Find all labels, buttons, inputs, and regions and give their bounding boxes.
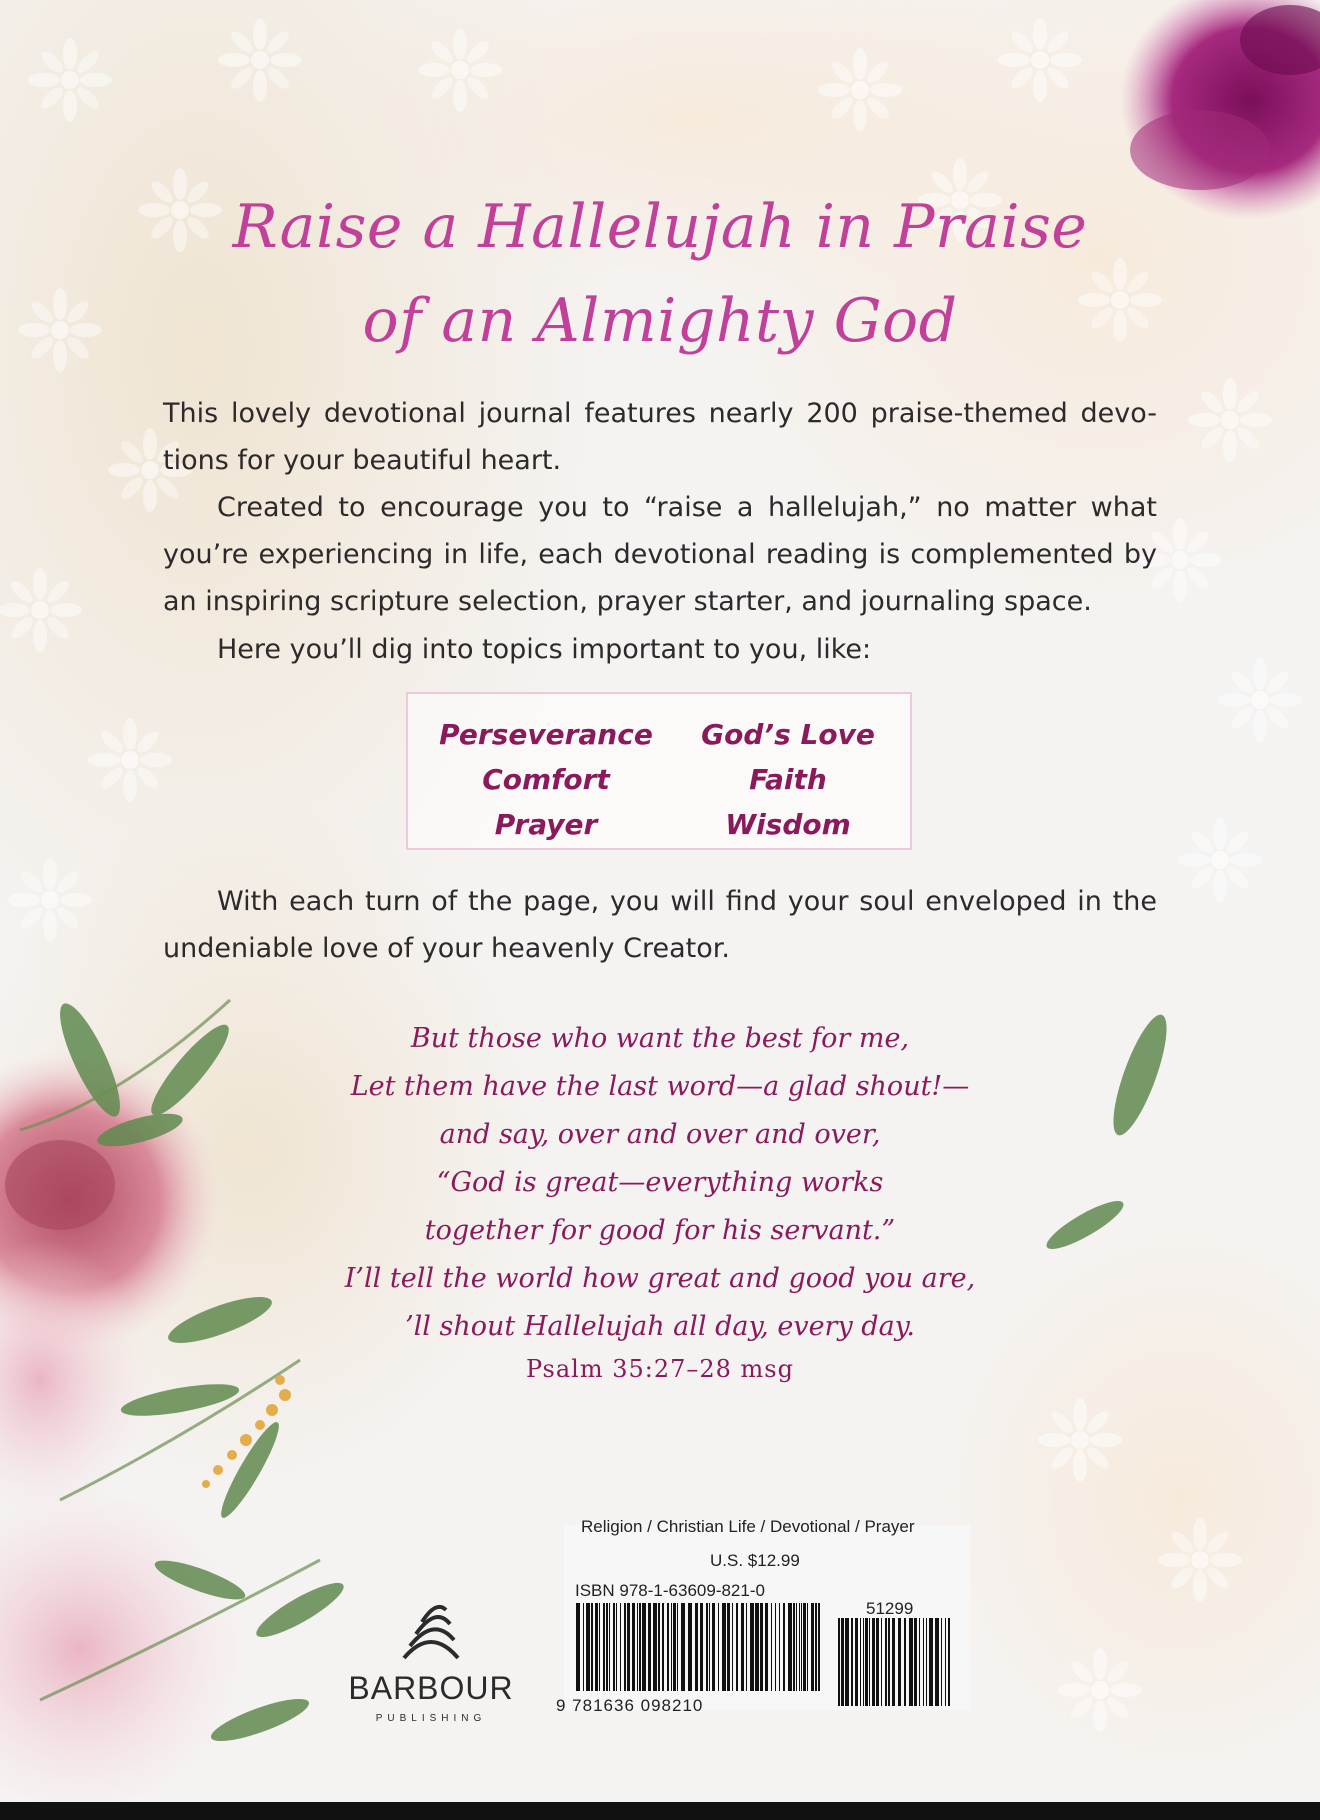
verse-line: “God is great—everything works [436,1167,884,1198]
barcode-bar [863,1618,864,1706]
closing-line: With each turn of the page, you will find your soul enveloped in the [217,886,1157,917]
purpose-line: an inspiring scripture selection, prayer starter, and journaling space. [163,586,1092,617]
barcode-bar [662,1603,664,1691]
barcode-bar [599,1603,600,1691]
topics-box [406,692,912,850]
barcode-bar [914,1618,917,1706]
barcode-bar [673,1603,676,1691]
closing-paragraph [163,878,1157,972]
barcode-bar [803,1603,806,1691]
barcode-bar [945,1618,946,1706]
barcode-bar [919,1618,920,1706]
verse-line: and say, over and over and over, [439,1119,881,1150]
publisher-logo-icon [396,1596,466,1664]
barcode-bar [712,1603,715,1691]
barcode-bar [799,1603,800,1691]
barcode-bar [746,1603,747,1691]
purpose-line: you’re experiencing in life, each devotional reading is complemented by [163,539,1157,570]
purpose-paragraph [163,484,1157,625]
barcode-bar [815,1603,817,1691]
barcode-bar [624,1603,626,1691]
barcode-bar [941,1618,942,1706]
intro-line: tions for your beautiful heart. [163,445,562,476]
topic-item: Prayer [494,808,598,841]
barcode-bar [727,1603,730,1691]
scripture-citation: Psalm 35:27–28 msg [526,1355,794,1383]
topics-intro: Here you’ll dig into topics important to you, like: [217,634,872,665]
topic-item: Perseverance [439,718,653,751]
barcode-bar [700,1603,703,1691]
barcode-bar [653,1603,657,1691]
barcode-bar [606,1603,608,1691]
barcode-bar [923,1618,924,1706]
book-price: U.S. $12.99 [710,1551,800,1570]
barcode-bar [811,1603,814,1691]
barcode-bar [722,1603,726,1691]
barcode-bar [591,1603,593,1691]
barcode-bar [841,1618,844,1706]
barcode-bar [627,1603,630,1691]
barcode-bar [681,1603,685,1691]
barcode-bar [892,1618,895,1706]
price-code: 51299 [866,1599,914,1618]
price-barcode [836,1618,954,1708]
barcode-bar [838,1618,840,1706]
intro-paragraph [163,390,1157,484]
barcode-bar [609,1603,610,1691]
publisher-name: BARBOUR [348,1670,514,1706]
barcode-bar [885,1618,887,1706]
barcode-bar [639,1603,641,1691]
scripture-verse [300,1015,1020,1351]
verse-line: ’ll shout Hallelujah all day, every day. [405,1311,915,1342]
barcode-bar [865,1618,868,1706]
barcode-bar [845,1618,849,1706]
barcode-bar [788,1603,792,1691]
barcode-bar [667,1603,669,1691]
barcode-bar [926,1618,927,1706]
barcode-bar [695,1603,698,1691]
barcode-bar [793,1603,795,1691]
purpose-line: Created to encourage you to “raise a hallelujah,” no matter what [217,492,1157,523]
topic-item: Wisdom [725,808,851,841]
barcode-bar [648,1603,651,1691]
intro-line: This lovely devotional journal features nearly 200 praise-themed devo- [163,398,1157,429]
barcode-bar [876,1618,879,1706]
barcode-bar [801,1603,802,1691]
barcode-bar [872,1618,875,1706]
barcode-bar [613,1603,615,1691]
barcode-bar [909,1618,913,1706]
barcode-bar [898,1618,901,1706]
barcode-bar [709,1603,710,1691]
isbn-barcode [574,1603,824,1693]
headline-line-2: of an Almighty God [362,286,958,356]
barcode-bar [935,1618,939,1706]
barcode-bar [750,1603,754,1691]
barcode-bar [818,1603,820,1691]
barcode-bar [732,1603,733,1691]
verse-line: I’ll tell the world how great and good you are, [344,1263,976,1294]
barcode-bar [616,1603,617,1691]
barcode-bar [688,1603,692,1691]
barcode-bar [595,1603,598,1691]
barcode-bar [706,1603,708,1691]
barcode-bar [796,1603,797,1691]
barcode-bar [851,1618,853,1706]
barcode-bar [881,1618,882,1706]
barcode-bar [765,1603,768,1691]
barcode-bar [632,1603,635,1691]
barcode-bar [948,1618,950,1706]
publisher-subtitle: PUBLISHING [375,1713,487,1724]
barcode-bar [869,1618,870,1706]
barcode-bar [771,1603,772,1691]
barcode-bar [855,1618,858,1706]
barcode-bar [860,1618,861,1706]
barcode-bar [620,1603,621,1691]
barcode-bar [755,1603,759,1691]
barcode-bar [576,1603,580,1691]
barcode-bar [603,1603,605,1691]
barcode-bar [760,1603,763,1691]
barcode-bar [783,1603,785,1691]
headline [160,180,1160,368]
barcode-bar [736,1603,738,1691]
verse-line: But those who want the best for me, [410,1023,910,1054]
barcode-bar [929,1618,933,1706]
barcode-bar [583,1603,584,1691]
verse-line: Let them have the last word—a glad shout!— [350,1071,970,1102]
barcode-bar [642,1603,646,1691]
barcode-bar [658,1603,660,1691]
barcode-bar [586,1603,590,1691]
closing-line: undeniable love of your heavenly Creator. [163,933,730,964]
barcode-bar [779,1603,780,1691]
isbn-label: ISBN 978-1-63609-821-0 [575,1581,765,1600]
barcode-bar [637,1603,638,1691]
barcode-bar [671,1603,672,1691]
book-category: Religion / Christian Life / Devotional / Prayer [581,1517,915,1536]
bottom-edge-bar [0,1802,1320,1820]
headline-line-1: Raise a Hallelujah in Praise [232,192,1088,262]
barcode-bar [775,1603,776,1691]
topic-item: Comfort [482,763,610,796]
topic-item: Faith [749,763,827,796]
barcode-bar [904,1618,906,1706]
verse-line: together for good for his servant.” [424,1215,896,1246]
topic-item: God’s Love [701,718,875,751]
barcode-bar [718,1603,719,1691]
barcode-digits: 9 781636 098210 [556,1696,704,1715]
barcode-bar [741,1603,744,1691]
barcode-bar [677,1603,678,1691]
barcode-bar [888,1618,890,1706]
barcode-bar [807,1603,808,1691]
